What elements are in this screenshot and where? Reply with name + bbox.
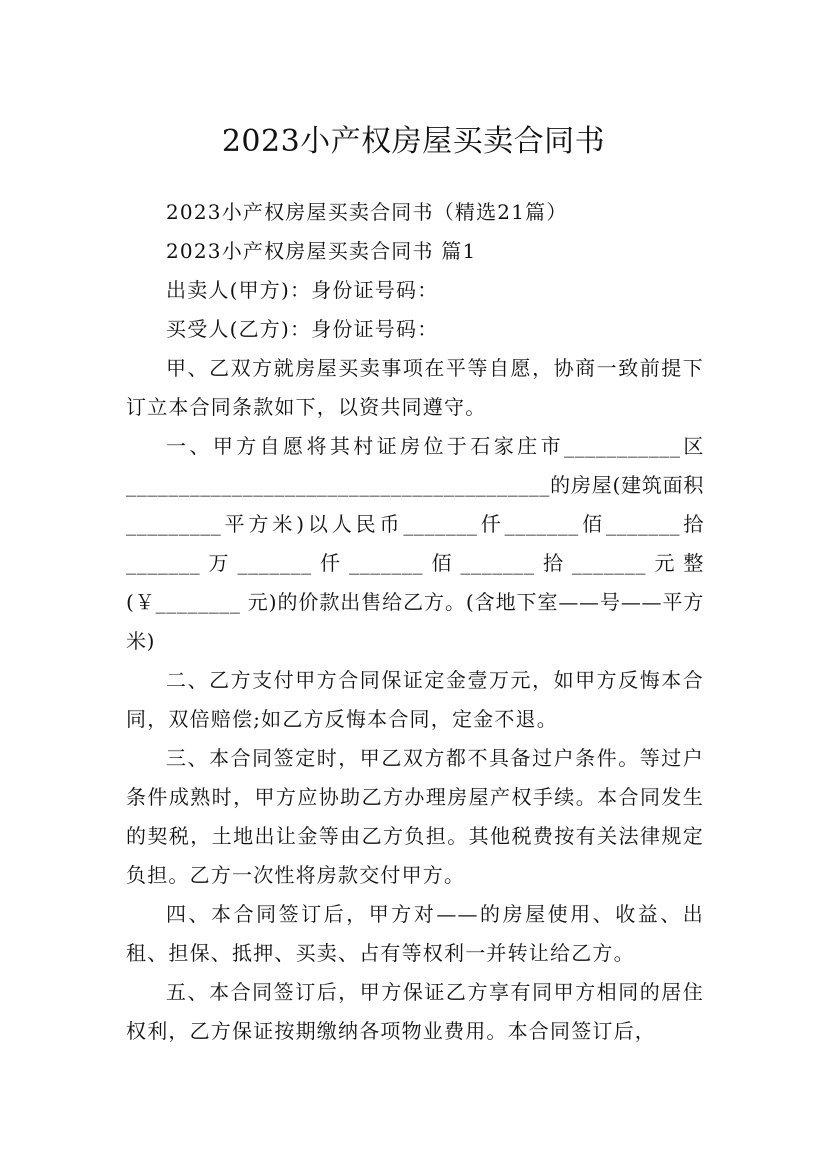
paragraph-buyer: 买受人(乙方)：身份证号码：: [166, 317, 439, 341]
clause-1: 一、甲方自愿将其村证房位于石家庄市___________区________________________________________的房屋(建筑面积_________平方米)以人民币_______仟_______佰_______拾_______万_______仟_______佰_______拾_______元整(￥________ 元)的价款出售给乙方。(含地下室——号——平方米): [126, 434, 704, 653]
paragraph-section-heading: 2023小产权房屋买卖合同书 篇1: [166, 239, 477, 263]
document-title: 2023小产权房屋买卖合同书: [221, 124, 606, 160]
clause-2: 二、乙方支付甲方合同保证定金壹万元，如甲方反悔本合同，双倍赔偿;如乙方反悔本合同，定金不退。: [126, 668, 704, 731]
document-body: [126, 193, 704, 1051]
paragraph-seller: 出卖人(甲方)：身份证号码：: [166, 278, 439, 302]
paragraph-subtitle: 2023小产权房屋买卖合同书（精选21篇）: [166, 200, 568, 224]
clause-4: 四、本合同签订后，甲方对——的房屋使用、收益、出租、担保、抵押、买卖、占有等权利一并转让给乙方。: [126, 902, 704, 965]
clause-5: 五、本合同签订后，甲方保证乙方享有同甲方相同的居住权利，乙方保证按期缴纳各项物业费用。本合同签订后，: [126, 980, 704, 1043]
paragraph-preamble: 甲、乙双方就房屋买卖事项在平等自愿，协商一致前提下订立本合同条款如下，以资共同遵守。: [126, 356, 704, 419]
clause-3: 三、本合同签定时，甲乙双方都不具备过户条件。等过户条件成熟时，甲方应协助乙方办理房屋产权手续。本合同发生的契税，土地出让金等由乙方负担。其他税费按有关法律规定负担。乙方一次性将房款交付甲方。: [126, 746, 704, 887]
